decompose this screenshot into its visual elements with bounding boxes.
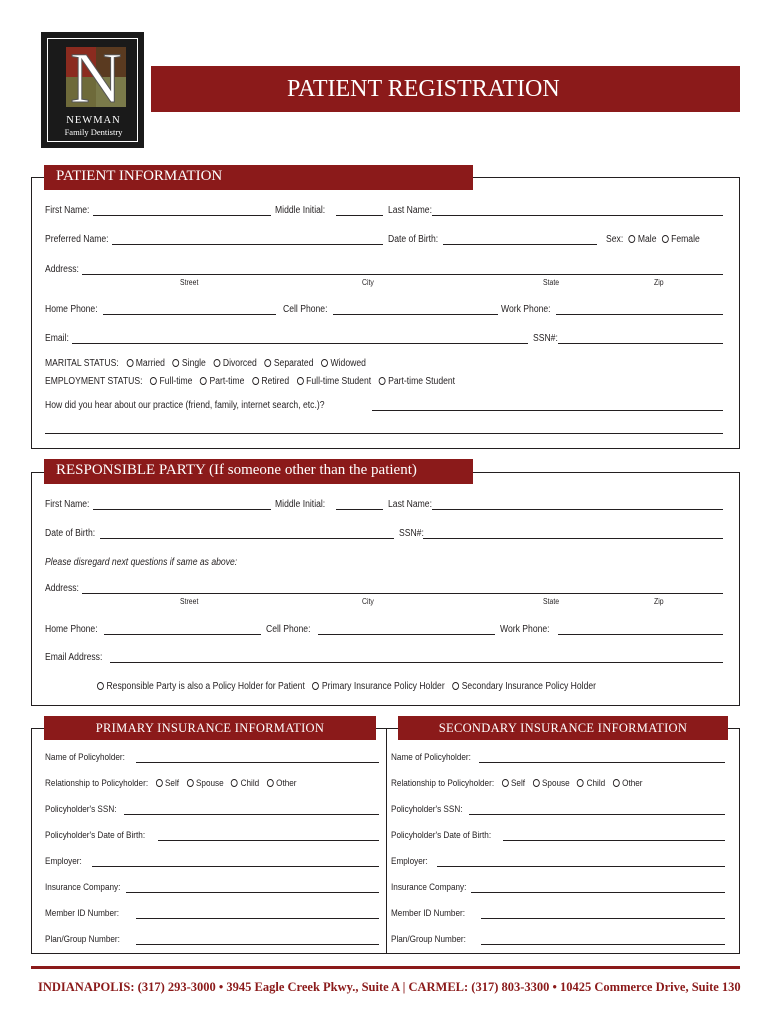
secondary-plan-field[interactable] (481, 944, 725, 945)
rp-dob-label: Date of Birth: (45, 528, 96, 539)
primary-policyholder-field[interactable] (136, 762, 379, 763)
primary-spouse-label: Spouse (195, 778, 224, 789)
retired-label: Retired (261, 376, 290, 387)
rp-policy-options (97, 681, 596, 693)
full-time-student-label: Full-time Student (306, 376, 372, 387)
part-time-radio[interactable] (200, 377, 207, 385)
address-label: Address: (45, 264, 79, 275)
retired-radio[interactable] (252, 377, 259, 385)
rp-middle-initial-label: Middle Initial: (275, 499, 326, 510)
secondary-self-label: Self (510, 778, 526, 789)
rp-first-name-field[interactable] (93, 509, 271, 510)
widowed-radio[interactable] (321, 359, 328, 367)
primary-member-id-field[interactable] (136, 918, 379, 919)
primary-child-label: Child (240, 778, 260, 789)
secondary-other-label: Other (622, 778, 643, 789)
rp-address-field[interactable] (82, 593, 723, 594)
first-name-field[interactable] (93, 215, 271, 216)
single-radio[interactable] (172, 359, 179, 367)
primary-self-label: Self (164, 778, 180, 789)
secondary-employer-label: Employer: (391, 856, 428, 867)
rp-ssn-label: SSN#: (399, 528, 424, 539)
sex-label (606, 234, 700, 246)
primary-company-field[interactable] (126, 892, 379, 893)
primary-insurance-header: PRIMARY INSURANCE INFORMATION (44, 716, 376, 740)
marital-status-row (45, 358, 366, 370)
married-radio[interactable] (126, 359, 133, 367)
rp-zip-caption: Zip (654, 597, 664, 606)
primary-other-radio[interactable] (267, 779, 274, 787)
page-title: PATIENT REGISTRATION (151, 66, 740, 112)
referral-field-line-2[interactable] (45, 433, 723, 434)
male-radio[interactable] (628, 235, 635, 243)
dob-label: Date of Birth: (388, 234, 439, 245)
street-caption: Street (180, 278, 199, 287)
first-name-label: First Name: (45, 205, 90, 216)
preferred-name-field[interactable] (112, 244, 383, 245)
secondary-policyholder-label: Name of Policyholder: (391, 752, 471, 763)
rp-middle-initial-field[interactable] (336, 509, 383, 510)
rp-first-name-label: First Name: (45, 499, 90, 510)
secondary-company-label: Insurance Company: (391, 882, 467, 893)
work-phone-label: Work Phone: (501, 304, 551, 315)
ssn-label: SSN#: (533, 333, 558, 344)
secondary-dob-label: Policyholder's Date of Birth: (391, 830, 492, 841)
part-time-label: Part-time (209, 376, 245, 387)
primary-dob-field[interactable] (158, 840, 379, 841)
primary-member-id-label: Member ID Number: (45, 908, 120, 919)
footer-divider (31, 966, 740, 969)
primary-spouse-radio[interactable] (186, 779, 193, 787)
female-label: Female (671, 234, 700, 245)
cell-phone-label: Cell Phone: (283, 304, 328, 315)
divorced-label: Divorced (222, 358, 257, 369)
logo-letter: N (70, 38, 122, 118)
employment-status-label: EMPLOYMENT STATUS: (45, 376, 143, 387)
divorced-radio[interactable] (213, 359, 220, 367)
primary-plan-field[interactable] (136, 944, 379, 945)
single-label: Single (181, 358, 206, 369)
secondary-relationship-row (391, 778, 643, 790)
secondary-policyholder-field[interactable] (479, 762, 725, 763)
middle-initial-field[interactable] (336, 215, 383, 216)
rp-email-field[interactable] (110, 662, 723, 663)
referral-label: How did you hear about our practice (friend, family, internet search, etc.)? (45, 400, 325, 411)
employment-status-row (45, 376, 455, 388)
rp-street-caption: Street (180, 597, 199, 606)
work-phone-field[interactable] (556, 314, 723, 315)
logo-name: NEWMAN (66, 115, 121, 126)
separated-label: Separated (273, 358, 314, 369)
rp-ssn-field[interactable] (423, 538, 723, 539)
rp-home-phone-label: Home Phone: (45, 624, 98, 635)
full-time-label: Full-time (159, 376, 193, 387)
practice-logo (41, 32, 144, 148)
secondary-child-label: Child (586, 778, 606, 789)
rp-last-name-field[interactable] (432, 509, 723, 510)
primary-policyholder-label: Name of Policyholder: (45, 752, 125, 763)
primary-company-label: Insurance Company: (45, 882, 121, 893)
secondary-insurance-header: SECONDARY INSURANCE INFORMATION (398, 716, 728, 740)
logo-tagline: Family Dentistry (64, 127, 123, 137)
primary-dob-label: Policyholder's Date of Birth: (45, 830, 146, 841)
part-time-student-radio[interactable] (379, 377, 386, 385)
rp-primary-holder-label: Primary Insurance Policy Holder (321, 681, 445, 692)
rp-address-label: Address: (45, 583, 79, 594)
rp-work-phone-label: Work Phone: (500, 624, 550, 635)
email-field[interactable] (72, 343, 528, 344)
city-caption: City (362, 278, 374, 287)
responsible-party-section (31, 472, 740, 706)
rp-home-phone-field[interactable] (104, 634, 261, 635)
part-time-student-label: Part-time Student (388, 376, 456, 387)
female-radio[interactable] (662, 235, 669, 243)
primary-ssn-field[interactable] (124, 814, 379, 815)
footer-contact: INDIANAPOLIS: (317) 293-3000 • 3945 Eagle Creek Pkwy., Suite A | CARMEL: (317) 803-3300 • 10425 Commerce Drive, Suite 130 (38, 980, 741, 994)
secondary-dob-field[interactable] (503, 840, 725, 841)
secondary-spouse-label: Spouse (541, 778, 570, 789)
address-field[interactable] (82, 274, 723, 275)
full-time-student-radio[interactable] (297, 377, 304, 385)
state-caption: State (543, 278, 560, 287)
responsible-party-header: RESPONSIBLE PARTY (If someone other than the patient) (44, 459, 473, 484)
rp-work-phone-field[interactable] (558, 634, 723, 635)
rp-state-caption: State (543, 597, 560, 606)
primary-self-radio[interactable] (156, 779, 163, 787)
secondary-member-id-field[interactable] (481, 918, 725, 919)
primary-child-radio[interactable] (231, 779, 238, 787)
full-time-radio[interactable] (150, 377, 157, 385)
rp-cell-phone-label: Cell Phone: (266, 624, 311, 635)
rp-cell-phone-field[interactable] (318, 634, 495, 635)
primary-plan-label: Plan/Group Number: (45, 934, 120, 945)
home-phone-label: Home Phone: (45, 304, 98, 315)
primary-other-label: Other (276, 778, 297, 789)
secondary-employer-field[interactable] (437, 866, 725, 867)
secondary-company-field[interactable] (471, 892, 725, 893)
primary-ssn-label: Policyholder's SSN: (45, 804, 117, 815)
last-name-label: Last Name: (388, 205, 432, 216)
primary-relationship-label: Relationship to Policyholder: (45, 778, 149, 789)
secondary-ssn-field[interactable] (469, 814, 725, 815)
rp-primary-holder-checkbox[interactable] (312, 682, 319, 690)
primary-relationship-row (45, 778, 297, 790)
primary-employer-label: Employer: (45, 856, 82, 867)
preferred-name-label: Preferred Name: (45, 234, 109, 245)
patient-info-header: PATIENT INFORMATION (44, 165, 473, 190)
rp-email-label: Email Address: (45, 652, 103, 663)
home-phone-field[interactable] (103, 314, 276, 315)
rp-last-name-label: Last Name: (388, 499, 432, 510)
rp-secondary-holder-label: Secondary Insurance Policy Holder (461, 681, 597, 692)
separated-radio[interactable] (264, 359, 271, 367)
dob-field[interactable] (443, 244, 597, 245)
secondary-child-radio[interactable] (577, 779, 584, 787)
zip-caption: Zip (654, 278, 664, 287)
secondary-self-radio[interactable] (502, 779, 509, 787)
male-label: Male (637, 234, 657, 245)
ssn-field[interactable] (558, 343, 723, 344)
marital-status-label: MARITAL STATUS: (45, 358, 119, 369)
rp-dob-field[interactable] (100, 538, 394, 539)
secondary-ssn-label: Policyholder's SSN: (391, 804, 463, 815)
sex-label-text: Sex: (606, 234, 624, 245)
last-name-field[interactable] (432, 215, 723, 216)
secondary-other-radio[interactable] (613, 779, 620, 787)
widowed-label: Widowed (330, 358, 366, 369)
secondary-relationship-label: Relationship to Policyholder: (391, 778, 495, 789)
rp-secondary-holder-checkbox[interactable] (452, 682, 459, 690)
rp-city-caption: City (362, 597, 374, 606)
secondary-plan-label: Plan/Group Number: (391, 934, 466, 945)
middle-initial-label: Middle Initial: (275, 205, 326, 216)
secondary-member-id-label: Member ID Number: (391, 908, 466, 919)
rp-policy-holder-checkbox[interactable] (97, 682, 104, 690)
email-label: Email: (45, 333, 69, 344)
secondary-spouse-radio[interactable] (532, 779, 539, 787)
rp-note: Please disregard next questions if same as above: (45, 557, 238, 568)
referral-field[interactable] (372, 410, 723, 411)
primary-employer-field[interactable] (92, 866, 379, 867)
married-label: Married (135, 358, 165, 369)
rp-policy-holder-label: Responsible Party is also a Policy Holder for Patient (106, 681, 305, 692)
logo-frame (47, 38, 138, 142)
cell-phone-field[interactable] (333, 314, 498, 315)
